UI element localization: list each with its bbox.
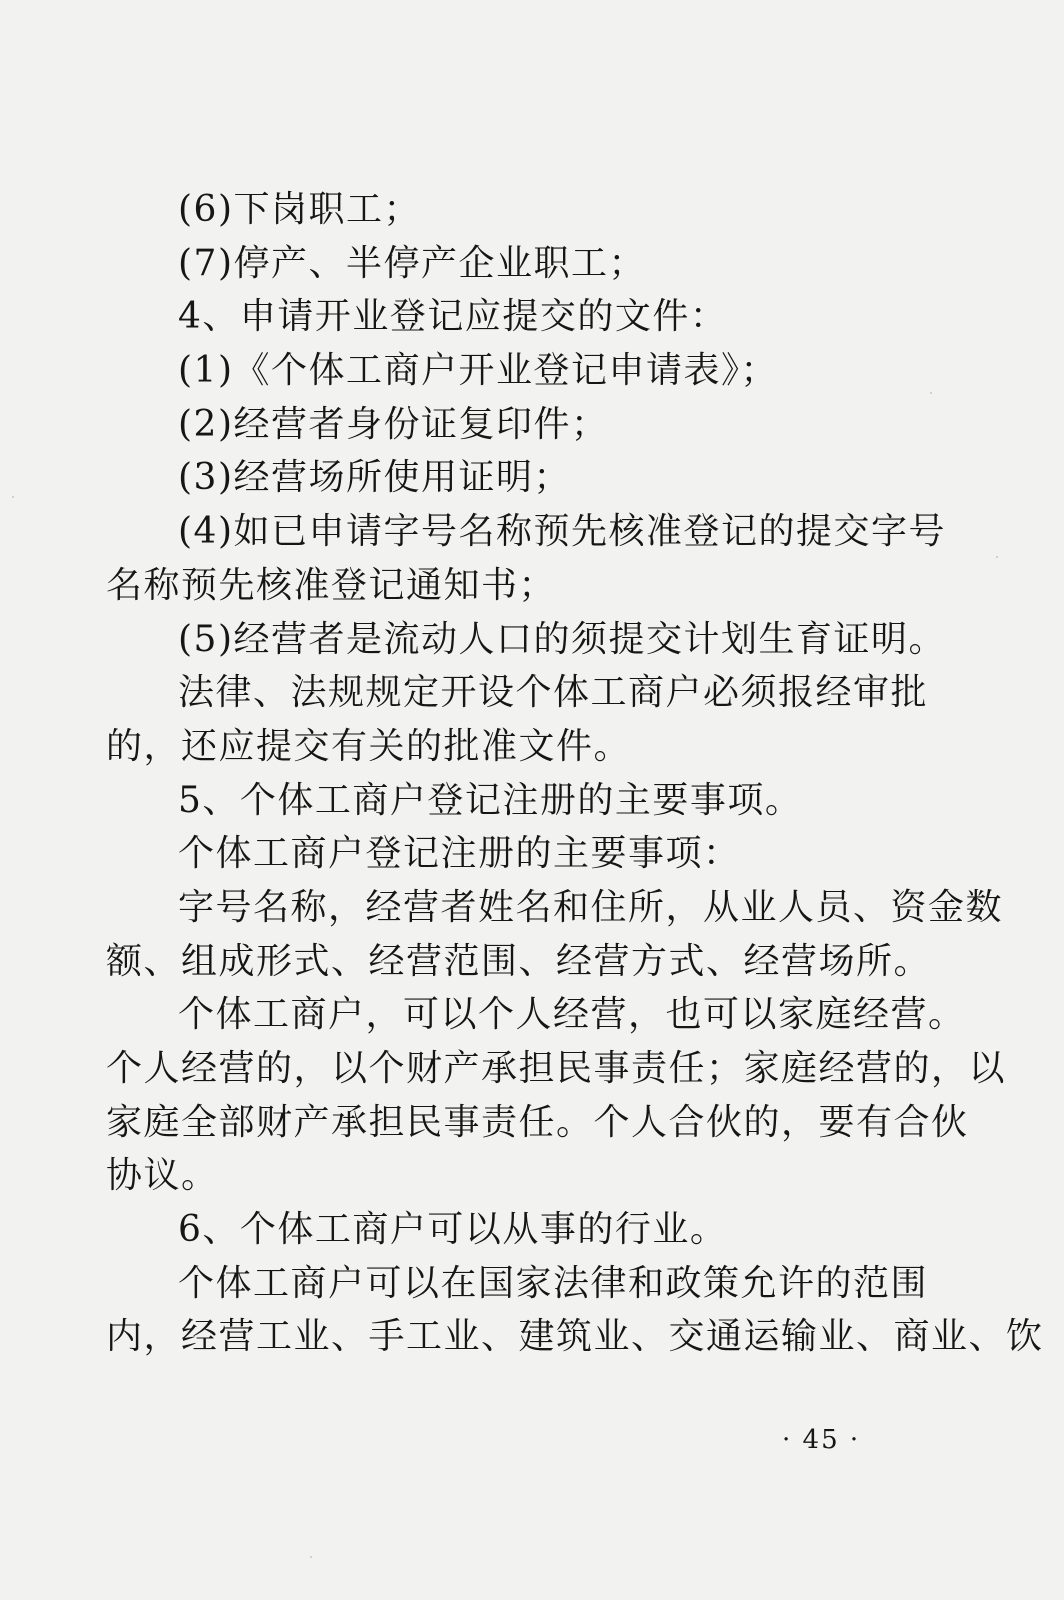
section-heading: 6、个体工商户可以从事的行业。 bbox=[178, 1209, 728, 1251]
text-line: 额、组成形式、经营范围、经营方式、经营场所。 bbox=[106, 940, 932, 982]
section-heading: 5、个体工商户登记注册的主要事项。 bbox=[178, 779, 803, 821]
text-line: 法律、法规规定开设个体工商户必须报经审批 bbox=[178, 672, 929, 714]
scan-speck bbox=[310, 1556, 312, 1558]
section-heading: 4、申请开业登记应提交的文件： bbox=[178, 296, 728, 338]
text-line: 个体工商户登记注册的主要事项： bbox=[178, 833, 741, 875]
text-line: (1)《个体工商户开业登记申请表》； bbox=[178, 350, 778, 392]
text-line: 名称预先核准登记通知书； bbox=[106, 564, 557, 606]
scan-speck bbox=[12, 496, 14, 498]
text-line: 家庭全部财产承担民事责任。个人合伙的，要有合伙 bbox=[106, 1101, 969, 1143]
text-line: (2)经营者身份证复印件； bbox=[178, 403, 609, 445]
text-line: 个人经营的，以个财产承担民事责任；家庭经营的，以 bbox=[106, 1048, 1007, 1089]
text-line: 字号名称，经营者姓名和住所，从业人员、资金数 bbox=[178, 886, 1004, 928]
text-line: (5)经营者是流动人口的须提交计划生育证明。 bbox=[178, 618, 946, 660]
text-line: (3)经营场所使用证明； bbox=[178, 457, 571, 499]
page-number: · 45 · bbox=[782, 1425, 861, 1455]
text-line: (7)停产、半停产企业职工； bbox=[178, 242, 646, 284]
text-line: 协议。 bbox=[106, 1155, 219, 1197]
scan-speck bbox=[930, 392, 932, 394]
scan-speck bbox=[996, 556, 998, 558]
body-text bbox=[106, 183, 1044, 1364]
text-line: 的，还应提交有关的批准文件。 bbox=[106, 725, 632, 767]
text-line: (6)下岗职工； bbox=[178, 189, 421, 230]
text-line: 内，经营工业、手工业、建筑业、交通运输业、商业、饮 bbox=[106, 1316, 1044, 1358]
text-line: (4)如已申请字号名称预先核准登记的提交字号 bbox=[178, 511, 946, 553]
text-line: 个体工商户可以在国家法律和政策允许的范围 bbox=[178, 1262, 929, 1304]
text-line: 个体工商户，可以个人经营，也可以家庭经营。 bbox=[178, 994, 966, 1036]
